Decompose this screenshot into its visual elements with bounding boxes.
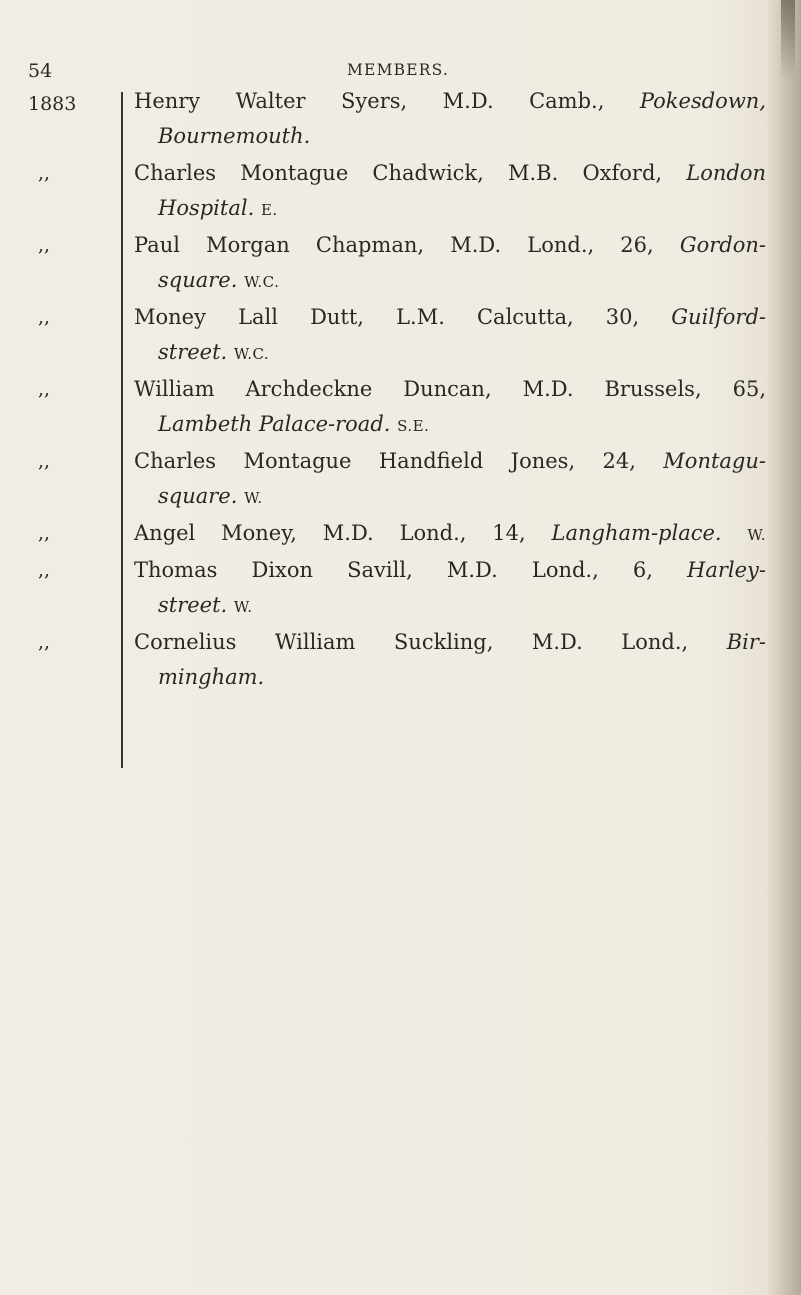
entry-text	[134, 156, 766, 228]
ditto-mark: ,,	[38, 306, 51, 328]
entry-line: Lambeth Palace-road. S.E.	[158, 412, 430, 436]
entry-line: Money Lall Dutt, L.M. Calcutta, 30, Guilford-	[134, 305, 766, 329]
ditto-mark: ,,	[38, 450, 51, 472]
member-entry	[0, 156, 801, 228]
ditto-mark: ,,	[38, 522, 51, 544]
entry-line: William Archdeckne Duncan, M.D. Brussels, 65,	[134, 377, 766, 401]
entry-line: street. W.C.	[158, 340, 270, 364]
ditto-mark: ,,	[38, 234, 51, 256]
member-entry	[0, 84, 801, 156]
member-entry	[0, 372, 801, 444]
entry-text	[134, 625, 766, 697]
entry-text	[134, 516, 766, 553]
entry-line: street. W.	[158, 593, 253, 617]
running-head: MEMBERS.	[346, 61, 450, 79]
entry-line: square. W.	[158, 484, 263, 508]
entry-line: square. W.C.	[158, 268, 280, 292]
entry-line: Charles Montague Handfield Jones, 24, Montagu-	[134, 449, 766, 473]
member-entry	[0, 625, 801, 697]
entry-text	[134, 553, 766, 625]
ditto-mark: ,,	[38, 631, 51, 653]
entry-text	[134, 84, 766, 156]
year-label: 1883	[28, 93, 77, 115]
member-entry	[0, 444, 801, 516]
page-header	[28, 60, 768, 84]
entry-line: Charles Montague Chadwick, M.B. Oxford, London	[134, 161, 766, 185]
ditto-mark: ,,	[38, 378, 51, 400]
ditto-mark: ,,	[38, 559, 51, 581]
member-entry	[0, 553, 801, 625]
member-entry	[0, 228, 801, 300]
entry-line: Henry Walter Syers, M.D. Camb., Pokesdown,	[134, 89, 766, 113]
ditto-mark: ,,	[38, 162, 51, 184]
entry-text	[134, 444, 766, 516]
page-edge-stain	[781, 0, 795, 80]
entry-text	[134, 372, 766, 444]
entry-line: Paul Morgan Chapman, M.D. Lond., 26, Gordon-	[134, 233, 766, 257]
entry-line: Hospital. E.	[158, 196, 278, 220]
entry-line: Bournemouth.	[158, 124, 311, 148]
members-list	[0, 84, 801, 697]
member-entry	[0, 300, 801, 372]
entry-line: Cornelius William Suckling, M.D. Lond., Bir-	[134, 630, 766, 654]
member-entry	[0, 516, 801, 553]
entry-line: Angel Money, M.D. Lond., 14, Langham-place. W.	[134, 521, 766, 545]
entry-text	[134, 228, 766, 300]
entry-line: Thomas Dixon Savill, M.D. Lond., 6, Harley-	[134, 558, 766, 582]
page-number: 54	[28, 60, 53, 82]
entry-line: mingham.	[158, 665, 265, 689]
entry-text	[134, 300, 766, 372]
